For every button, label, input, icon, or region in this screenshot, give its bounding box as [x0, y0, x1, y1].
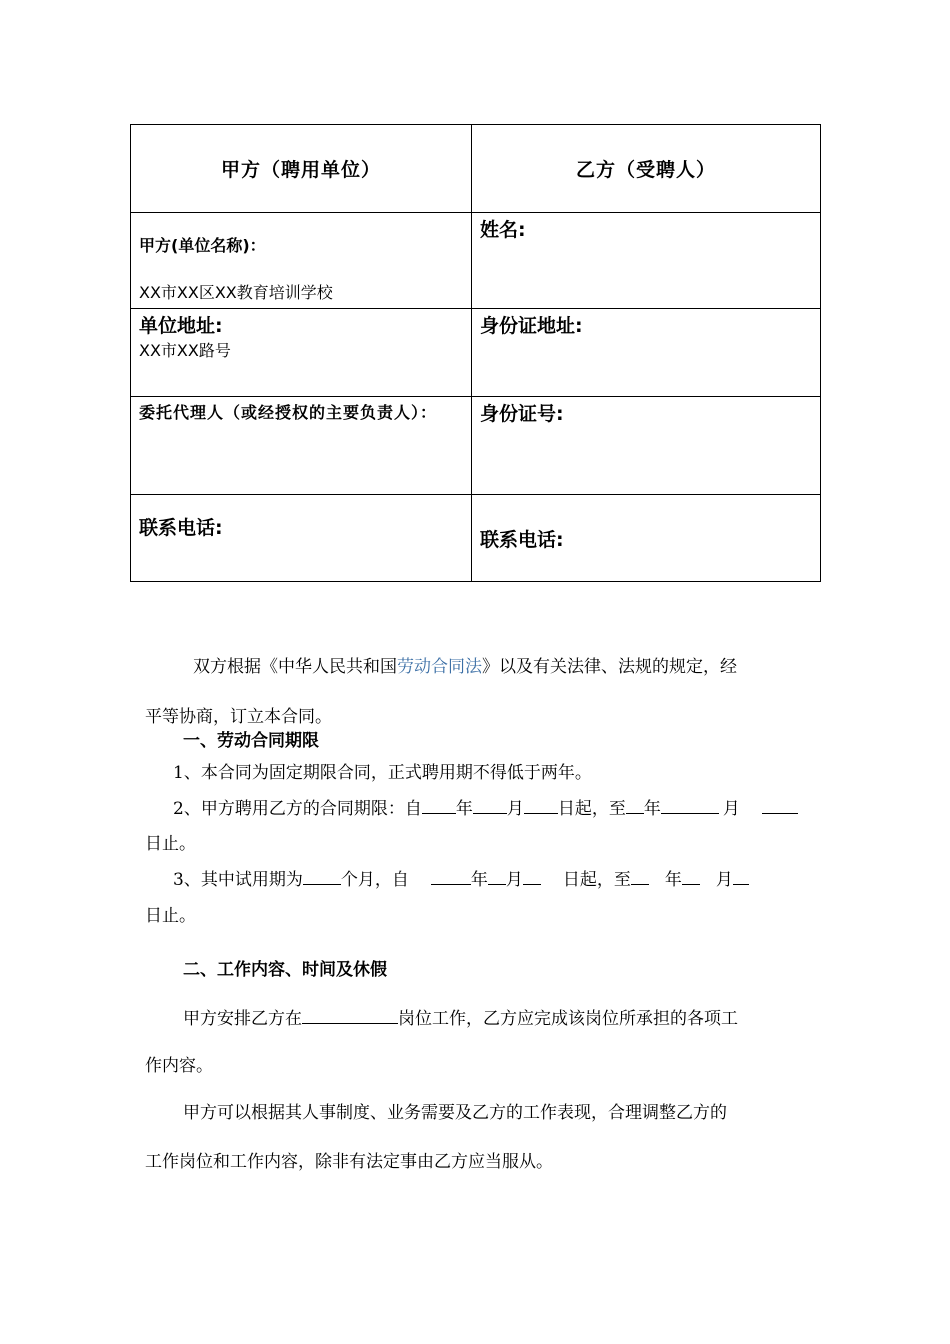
intro-text-part2: 》以及有关法律、法规的规定，经 [482, 657, 737, 677]
p1-prefix: 甲方安排乙方在 [183, 1009, 302, 1029]
probation-end-year-blank[interactable] [631, 866, 649, 885]
section2-p1-line2: 作内容。 [145, 1056, 213, 1076]
party-a-agent-cell [131, 397, 472, 495]
end-month-blank[interactable] [661, 795, 719, 814]
party-a-header: 甲方（聘用单位） [131, 125, 472, 213]
section1-item1: 1、本合同为固定期限合同，正式聘用期不得低于两年。 [173, 763, 592, 783]
party-b-name-cell [472, 213, 821, 309]
month-label: 月 [506, 799, 524, 819]
day-start-label: 日起，至 [562, 870, 631, 890]
year-label: 年 [664, 870, 682, 890]
table-row [131, 397, 821, 495]
item3-end: 日止。 [145, 906, 196, 926]
party-b-id-address-cell [472, 309, 821, 397]
table-row [131, 309, 821, 397]
months-from-label: 个月，自 [340, 870, 409, 890]
month-label: 月 [715, 870, 733, 890]
intro-text-part1: 双方根据《中华人民共和国 [193, 657, 397, 677]
table-header-row [131, 125, 821, 213]
parties-info-table [130, 124, 821, 582]
section2-p1-line1 [183, 1005, 738, 1031]
intro-line-1 [193, 655, 737, 679]
party-b-id-number-cell [472, 397, 821, 495]
probation-months-blank[interactable] [303, 866, 341, 885]
item3-prefix: 3、其中试用期为 [173, 870, 303, 890]
party-a-agent-label: 委托代理人（或经授权的主要负责人）： [139, 403, 438, 422]
probation-end-month-blank[interactable] [682, 866, 700, 885]
section1-heading: 一、劳动合同期限 [183, 731, 319, 751]
party-b-id-number-label: 身份证号: [480, 403, 564, 425]
day-start-label: 日起，至 [557, 799, 626, 819]
party-a-name-value: XX市XX区XX教育培训学校 [139, 283, 333, 302]
section2-p2-line1: 甲方可以根据其人事制度、业务需要及乙方的工作表现，合理调整乙方的 [183, 1103, 727, 1123]
table-row [131, 495, 821, 582]
section1-item2 [173, 795, 798, 821]
party-b-phone-cell [472, 495, 821, 582]
intro-line-2: 平等协商，订立本合同。 [145, 707, 332, 727]
section2-p2-line2: 工作岗位和工作内容，除非有法定事由乙方应当服从。 [145, 1152, 553, 1172]
start-year-blank[interactable] [422, 795, 456, 814]
p1-suffix: 岗位工作，乙方应完成该岗位所承担的各项工 [398, 1009, 738, 1029]
start-month-blank[interactable] [473, 795, 507, 814]
position-blank[interactable] [302, 1005, 398, 1024]
party-a-address-cell [131, 309, 472, 397]
section1-item3 [173, 866, 749, 892]
table-row [131, 213, 821, 309]
probation-end-day-blank[interactable] [733, 866, 749, 885]
party-a-address-value: XX市XX路号 [139, 341, 231, 360]
month-label: 月 [722, 799, 740, 819]
party-b-name-label: 姓名: [480, 219, 526, 241]
item2-end: 日止。 [145, 834, 196, 854]
year-label: 年 [455, 799, 473, 819]
item2-prefix: 2、甲方聘用乙方的合同期限：自 [173, 799, 422, 819]
party-a-name-label: 甲方(单位名称)： [139, 236, 266, 255]
year-label: 年 [470, 870, 488, 890]
party-b-id-address-label: 身份证地址: [480, 315, 583, 337]
party-a-phone-cell [131, 495, 472, 582]
party-a-phone-label: 联系电话: [139, 517, 223, 539]
start-day-blank[interactable] [524, 795, 558, 814]
year-label: 年 [643, 799, 661, 819]
party-a-name-cell [131, 213, 472, 309]
probation-start-day-blank[interactable] [523, 866, 541, 885]
section2-heading: 二、工作内容、时间及休假 [183, 960, 387, 980]
labor-contract-law-link[interactable]: 劳动合同法 [397, 657, 482, 677]
end-year-blank[interactable] [626, 795, 644, 814]
end-day-blank[interactable] [762, 795, 798, 814]
probation-start-year-blank[interactable] [431, 866, 471, 885]
party-b-header: 乙方（受聘人） [472, 125, 821, 213]
month-label: 月 [505, 870, 523, 890]
party-b-phone-label: 联系电话: [480, 529, 564, 551]
party-a-address-label: 单位地址: [139, 315, 223, 337]
probation-start-month-blank[interactable] [488, 866, 506, 885]
